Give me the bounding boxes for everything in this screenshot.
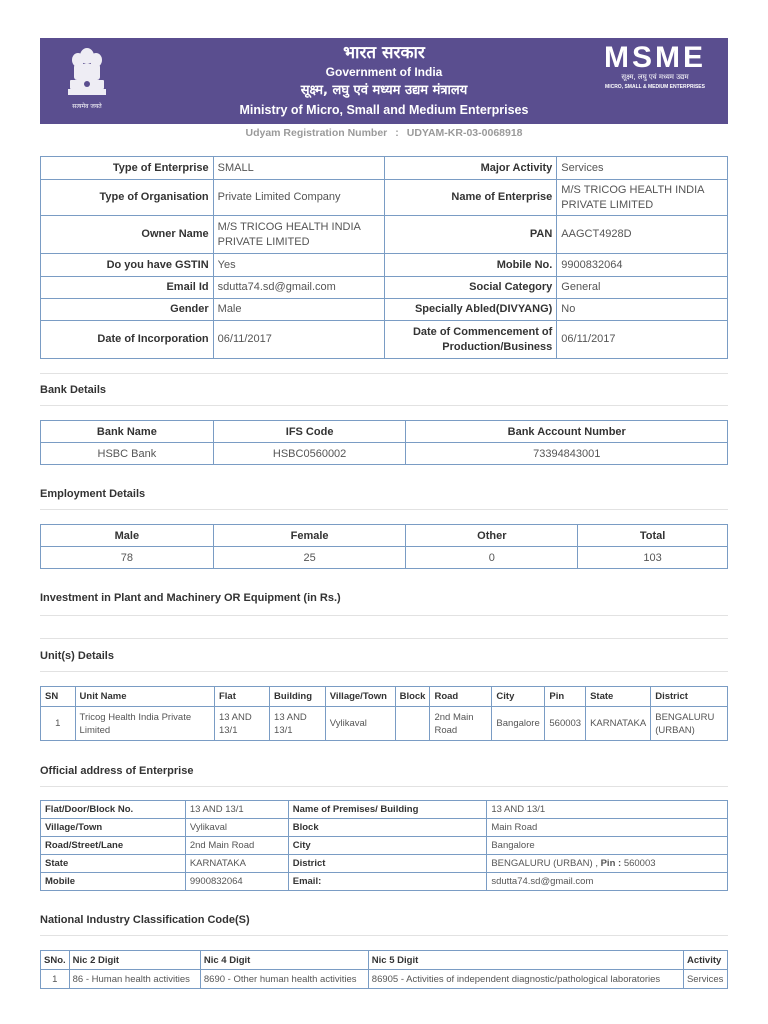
ministry-title: Ministry of Micro, Small and Medium Enterprises bbox=[239, 103, 529, 117]
district-header: District bbox=[651, 687, 728, 707]
block-label: Block bbox=[288, 819, 487, 837]
msme-logo-text: MSME bbox=[604, 41, 706, 74]
email-label: Email: bbox=[288, 873, 487, 891]
msme-hindi-text: सूक्ष्म, लघु एवं मध्यम उद्यम bbox=[621, 73, 689, 81]
table-header-row bbox=[41, 421, 728, 443]
table-row bbox=[41, 873, 728, 891]
divider bbox=[40, 935, 728, 936]
block-header: Block bbox=[395, 687, 430, 707]
social-category-value: General bbox=[557, 277, 728, 299]
gender-label: Gender bbox=[41, 299, 214, 321]
table-row bbox=[41, 855, 728, 873]
state-header: State bbox=[586, 687, 651, 707]
table-row bbox=[41, 321, 728, 359]
total-header: Total bbox=[578, 525, 728, 547]
table-row bbox=[41, 819, 728, 837]
bank-name-header: Bank Name bbox=[41, 421, 214, 443]
employment-details-title: Employment Details bbox=[40, 488, 146, 500]
account-number-value: 73394843001 bbox=[406, 443, 728, 465]
table-header-row bbox=[41, 687, 728, 707]
bank-details-table bbox=[40, 420, 728, 465]
name-of-enterprise-label: Name of Enterprise bbox=[385, 180, 557, 216]
sn-value: 1 bbox=[41, 707, 76, 741]
divider bbox=[40, 373, 728, 374]
major-activity-value: Services bbox=[557, 157, 728, 180]
table-row bbox=[41, 277, 728, 299]
premises-value: 13 AND 13/1 bbox=[487, 801, 728, 819]
mobile-value: 9900832064 bbox=[185, 873, 288, 891]
table-row bbox=[41, 547, 728, 569]
divider bbox=[40, 671, 728, 672]
nic4-header: Nic 4 Digit bbox=[200, 951, 368, 970]
date-commencement-value: 06/11/2017 bbox=[557, 321, 728, 359]
divider bbox=[40, 638, 728, 639]
unit-details-table bbox=[40, 686, 728, 741]
pin-label: Pin : bbox=[600, 858, 622, 869]
ifs-code-header: IFS Code bbox=[213, 421, 406, 443]
official-address-table bbox=[40, 800, 728, 891]
owner-name-label: Owner Name bbox=[41, 216, 214, 254]
units-title: Unit(s) Details bbox=[40, 650, 114, 662]
road-header: Road bbox=[430, 687, 492, 707]
type-of-organisation-value: Private Limited Company bbox=[213, 180, 385, 216]
gender-value: Male bbox=[213, 299, 385, 321]
pan-value: AAGCT4928D bbox=[557, 216, 728, 254]
city-value: Bangalore bbox=[487, 837, 728, 855]
employment-details-table bbox=[40, 524, 728, 569]
village-value: Vylikaval bbox=[325, 707, 395, 741]
state-value: KARNATAKA bbox=[586, 707, 651, 741]
total-value: 103 bbox=[578, 547, 728, 569]
table-row bbox=[41, 180, 728, 216]
gstin-value: Yes bbox=[213, 254, 385, 277]
nic2-header: Nic 2 Digit bbox=[69, 951, 200, 970]
nic-title: National Industry Classification Code(S) bbox=[40, 914, 250, 926]
table-row bbox=[41, 254, 728, 277]
unit-name-value: Tricog Health India Private Limited bbox=[75, 707, 214, 741]
official-address-title: Official address of Enterprise bbox=[40, 765, 194, 777]
table-row bbox=[41, 216, 728, 254]
road-label: Road/Street/Lane bbox=[41, 837, 186, 855]
type-of-enterprise-value: SMALL bbox=[213, 157, 385, 180]
registration-number bbox=[40, 124, 728, 142]
table-row bbox=[41, 970, 728, 989]
pin-header: Pin bbox=[545, 687, 586, 707]
district-label: District bbox=[288, 855, 487, 873]
unit-name-header: Unit Name bbox=[75, 687, 214, 707]
building-value: 13 AND 13/1 bbox=[270, 707, 326, 741]
divider bbox=[40, 405, 728, 406]
activity-header: Activity bbox=[683, 951, 727, 970]
pin-value: 560003 bbox=[623, 858, 656, 869]
registration-value: UDYAM-KR-03-0068918 bbox=[406, 127, 523, 139]
sn-header: SN bbox=[41, 687, 76, 707]
header-banner bbox=[40, 38, 728, 124]
state-label: State bbox=[41, 855, 186, 873]
activity-value: Services bbox=[683, 970, 727, 989]
registration-separator: : bbox=[395, 127, 399, 139]
table-row bbox=[41, 801, 728, 819]
specially-abled-value: No bbox=[557, 299, 728, 321]
table-row bbox=[41, 299, 728, 321]
emblem-motto: सत्यमेव जयते bbox=[72, 103, 102, 110]
type-of-enterprise-label: Type of Enterprise bbox=[41, 157, 214, 180]
social-category-label: Social Category bbox=[385, 277, 557, 299]
hindi-ministry-title: सूक्ष्म, लघु एवं मध्यम उद्यम मंत्रालय bbox=[300, 83, 468, 98]
enterprise-details-table bbox=[40, 156, 728, 359]
nic5-header: Nic 5 Digit bbox=[368, 951, 683, 970]
mobile-label: Mobile No. bbox=[385, 254, 557, 277]
other-header: Other bbox=[406, 525, 578, 547]
major-activity-label: Major Activity bbox=[385, 157, 557, 180]
road-value: 2nd Main Road bbox=[185, 837, 288, 855]
sno-value: 1 bbox=[41, 970, 70, 989]
district-value: BENGALURU (URBAN) , bbox=[491, 858, 598, 869]
city-header: City bbox=[492, 687, 545, 707]
building-header: Building bbox=[270, 687, 326, 707]
divider bbox=[40, 509, 728, 510]
nic-table bbox=[40, 950, 728, 989]
msme-english-text: MICRO, SMALL & MEDIUM ENTERPRISES bbox=[605, 84, 705, 90]
district-value: BENGALURU (URBAN) bbox=[651, 707, 728, 741]
mobile-value: 9900832064 bbox=[557, 254, 728, 277]
road-value: 2nd Main Road bbox=[430, 707, 492, 741]
table-row bbox=[41, 157, 728, 180]
city-value: Bangalore bbox=[492, 707, 545, 741]
nic4-value: 8690 - Other human health activities bbox=[200, 970, 368, 989]
village-label: Village/Town bbox=[41, 819, 186, 837]
divider bbox=[40, 786, 728, 787]
name-of-enterprise-value: M/S TRICOG HEALTH INDIA PRIVATE LIMITED bbox=[557, 180, 728, 216]
nic2-value: 86 - Human health activities bbox=[69, 970, 200, 989]
female-header: Female bbox=[213, 525, 406, 547]
national-emblem-icon bbox=[64, 44, 110, 118]
nic5-value: 86905 - Activities of independent diagnostic/pathological laboratories bbox=[368, 970, 683, 989]
flat-header: Flat bbox=[214, 687, 269, 707]
ifs-code-value: HSBC0560002 bbox=[213, 443, 406, 465]
male-header: Male bbox=[41, 525, 214, 547]
msme-logo bbox=[600, 41, 710, 91]
email-value: sdutta74.sd@gmail.com bbox=[487, 873, 728, 891]
table-row bbox=[41, 707, 728, 741]
flat-value: 13 AND 13/1 bbox=[185, 801, 288, 819]
sno-header: SNo. bbox=[41, 951, 70, 970]
table-header-row bbox=[41, 525, 728, 547]
type-of-organisation-label: Type of Organisation bbox=[41, 180, 214, 216]
account-number-header: Bank Account Number bbox=[406, 421, 728, 443]
village-header: Village/Town bbox=[325, 687, 395, 707]
bank-details-title: Bank Details bbox=[40, 384, 107, 396]
specially-abled-label: Specially Abled(DIVYANG) bbox=[385, 299, 557, 321]
flat-value: 13 AND 13/1 bbox=[214, 707, 269, 741]
investment-title: Investment in Plant and Machinery OR Equipment (in Rs.) bbox=[40, 592, 341, 604]
mobile-label: Mobile bbox=[41, 873, 186, 891]
pan-label: PAN bbox=[385, 216, 557, 254]
table-header-row bbox=[41, 951, 728, 970]
district-pin-value bbox=[487, 855, 728, 873]
registration-label: Udyam Registration Number bbox=[245, 127, 388, 139]
female-value: 25 bbox=[213, 547, 406, 569]
gstin-label: Do you have GSTIN bbox=[41, 254, 214, 277]
email-value: sdutta74.sd@gmail.com bbox=[213, 277, 385, 299]
state-value: KARNATAKA bbox=[185, 855, 288, 873]
divider bbox=[40, 615, 728, 616]
hindi-government-title: भारत सरकार bbox=[343, 43, 425, 63]
other-value: 0 bbox=[406, 547, 578, 569]
owner-name-value: M/S TRICOG HEALTH INDIA PRIVATE LIMITED bbox=[213, 216, 385, 254]
premises-label: Name of Premises/ Building bbox=[288, 801, 487, 819]
table-row bbox=[41, 443, 728, 465]
male-value: 78 bbox=[41, 547, 214, 569]
city-label: City bbox=[288, 837, 487, 855]
bank-name-value: HSBC Bank bbox=[41, 443, 214, 465]
date-incorporation-label: Date of Incorporation bbox=[41, 321, 214, 359]
village-value: Vylikaval bbox=[185, 819, 288, 837]
pin-value: 560003 bbox=[545, 707, 586, 741]
block-value bbox=[395, 707, 430, 741]
block-value: Main Road bbox=[487, 819, 728, 837]
email-label: Email Id bbox=[41, 277, 214, 299]
flat-label: Flat/Door/Block No. bbox=[41, 801, 186, 819]
government-title: Government of India bbox=[325, 65, 443, 79]
date-commencement-label: Date of Commencement of Production/Business bbox=[385, 321, 557, 359]
date-incorporation-value: 06/11/2017 bbox=[213, 321, 385, 359]
table-row bbox=[41, 837, 728, 855]
